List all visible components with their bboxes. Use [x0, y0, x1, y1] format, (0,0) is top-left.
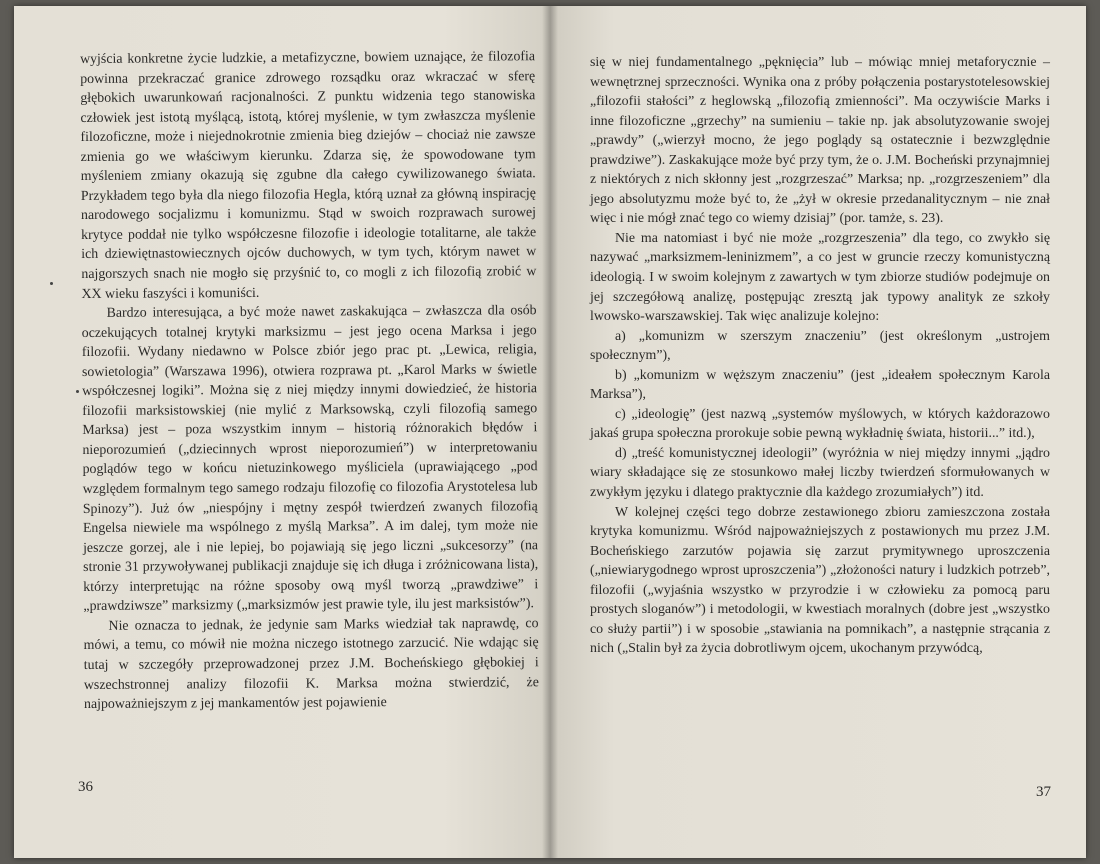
right-page-text [590, 53, 1050, 659]
list-item: c) „ideologię” (jest nazwą „systemów myślowych, w których każdorazowo jakaś grupa społeczna prorokuje sobie pewną wykładnię świata, historii...” itd.), [590, 406, 1050, 442]
right-page [550, 6, 1086, 858]
list-item: b) „komunizm w węższym znaczeniu” (jest „ideałem społecznym Karola Marksa”), [590, 367, 1050, 403]
book-gutter [542, 6, 558, 858]
left-page [14, 6, 550, 858]
list-item: d) „treść komunistycznej ideologii” (wyróżnia w niej między innymi „jądro wiary składające się ze stosunkowo małej liczby twierdzeń sformułowanych w zwykłym języku i dlatego praktycznie dla każdego zrozumiałych”) itd. [590, 445, 1050, 501]
paragraph: W kolejnej części tego dobrze zestawionego zbioru zamieszczona została krytyka komunizmu. Wśród najpoważniejszych z postawionych mu przez J.M. Bocheńskiego zarzutów pojawia się zarzut prymitywnego uproszczenia („niewiarygodnego wprost uproszczenia”) „złożoności natury i ludzkich potrzeb”, filozofii („wyjaśnia wszystko w przyrodzie i w człowieku za pomocą paru prostych sloganów”) i metodologii, w kwestiach moralnych (dobre jest „wszystko co służy partii”) i w sposobie „stawiania na pomnikach”, a następnie strącania z nich („Stalin był za życia dobrotliwym ojcem, ukochanym przywódcą, [590, 504, 1050, 657]
list-item: a) „komunizm w szerszym znaczeniu” (jest określonym „ustrojem społecznym”), [590, 328, 1050, 364]
page-number: 37 [1036, 784, 1051, 800]
margin-dot [50, 282, 53, 285]
paragraph: Bardzo interesująca, a być może nawet zaskakująca – zwłaszcza dla osób oczekujących totalnej krytyki marksizmu – jest jego ocena Marksa i jego filozofii. Wydany niedawno w Polsce zbiór jego prac pt. „Lewica, religia, sowietologia” (Warszawa 1996), otwiera rozprawa pt. „Karol Marks w świetle współczesnej logiki”. Można się z niej między innymi dowiedzieć, że historia filozofii marksistowskiej (nie mylić z Marksowską, czyli filozofią samego Marksa) jest – poza wszystkim innym – historią różnorakich błędów i nieporozumień („dziecinnych wprost nieporozumień”) w interpretowaniu poglądów tego w końcu nietuzinkowego myśliciela (uprawiającego „pod względem formalnym tego samego rodzaju filozofię co filozofia Arystotelesa lub Spinozy”). Już ów „niespójny i mętny zespół twierdzeń zwanych filozofią Engelsa niewiele ma wspólnego z myślą Marksa”. A im dalej, tym może nie jeszcze gorzej, ale i nie lepiej, bo pojawiają się jego liczni „sukcesorzy” (na stronie 31 przywoływanej publikacji znajduje się ich długa i zróżnicowana lista), którzy interpretując na różne sposoby ową myśl tworzą „prawdziwe” i „prawdziwsze” marksizmy („marksizmów jest prawie tyle, ilu jest marksistów”). [81, 303, 539, 615]
paragraph: wyjścia konkretne życie ludzkie, a metafizyczne, bowiem uznające, że filozofia powinna przekraczać granice zdrowego rozsądku oraz wkraczać w sferę głębokich uwarunkowań racjonalności. Z punktu widzenia tego stanowiska człowiek jest istotą myślącą, istotą, której myślenie, w tym zwłaszcza myślenie filozoficzne, może i niejednokrotnie zmienia bieg dziejów – chociaż nie zawsze zmienia go we właściwym kierunku. Zdarza się, że spowodowane tym myśleniem zmiany okazują się zgubne dla całego cywilizowanego świata. Przykładem tego była dla niego filozofia Hegla, którą uznał za główną inspirację narodowego socjalizmu i komunizmu. Stąd w swoich rozprawach surowej krytyce poddał nie tylko współczesne filozofie i ideologie totalitarne, ale także ich dziewiętnastowiecznych ojców duchowych, w tym tych, którym nawet w najgorszych snach nie mogło się przyśnić to, co mogli z ich filozofią zrobić w XX wieku faszyści i komuniści. [80, 49, 537, 302]
paragraph: Nie ma natomiast i być nie może „rozgrzeszenia” dla tego, co zwykło się nazywać „marksizmem-leninizmem”, a co jest w gruncie rzeczy komunistyczną ideologią. I w swoim kolejnym z zawartych w tym zbiorze studiów podejmuje on jej szczegółową analizę, postępując zresztą jak typowy analityk ze szkoły lwowsko-warszawskiej. Tak więc analizuje kolejno: [590, 230, 1050, 325]
paragraph: się w niej fundamentalnego „pęknięcia” lub – mówiąc mniej metaforycznie – wewnętrznej sprzeczności. Wynika ona z próby połączenia postarystotelesowskiej „filozofii stałości” z heglowską „filozofią zmienności”. Ma oczywiście Marks i inne filozoficzne „grzechy” na sumieniu – takie np. jak absolutyzowanie swojej „prawdy” („wierzył mocno, że jego poglądy są ostatecznie i bezwzględnie prawdziwe”). Zaskakujące może być przy tym, że o. J.M. Bocheński przynajmniej z niektórych z nich skłonny jest „rozgrzeszać” Marksa; np. „rozgrzeszeniem” dla jego absolutyzmu może być to, że „żył w okresie przedanalitycznym – nie znał więc i nie mógł znać tego co wiemy dzisiaj” (por. tamże, s. 23). [590, 55, 1050, 227]
left-page-text [80, 47, 539, 714]
book-spread [14, 6, 1086, 858]
margin-dot [76, 390, 79, 393]
paragraph: Nie oznacza to jednak, że jedynie sam Marks wiedział tak naprawdę, co mówi, a temu, co mówił nie można niczego istotnego zarzucić. Nie wdając się tutaj w szczegóły przeprowadzonej przez J.M. Bocheńskiego głębokiej i wszechstronnej analizy filozofii K. Marksa można stwierdzić, że najpoważniejszym z jej mankamentów jest pojawienie [83, 616, 539, 713]
page-number: 36 [78, 779, 93, 795]
